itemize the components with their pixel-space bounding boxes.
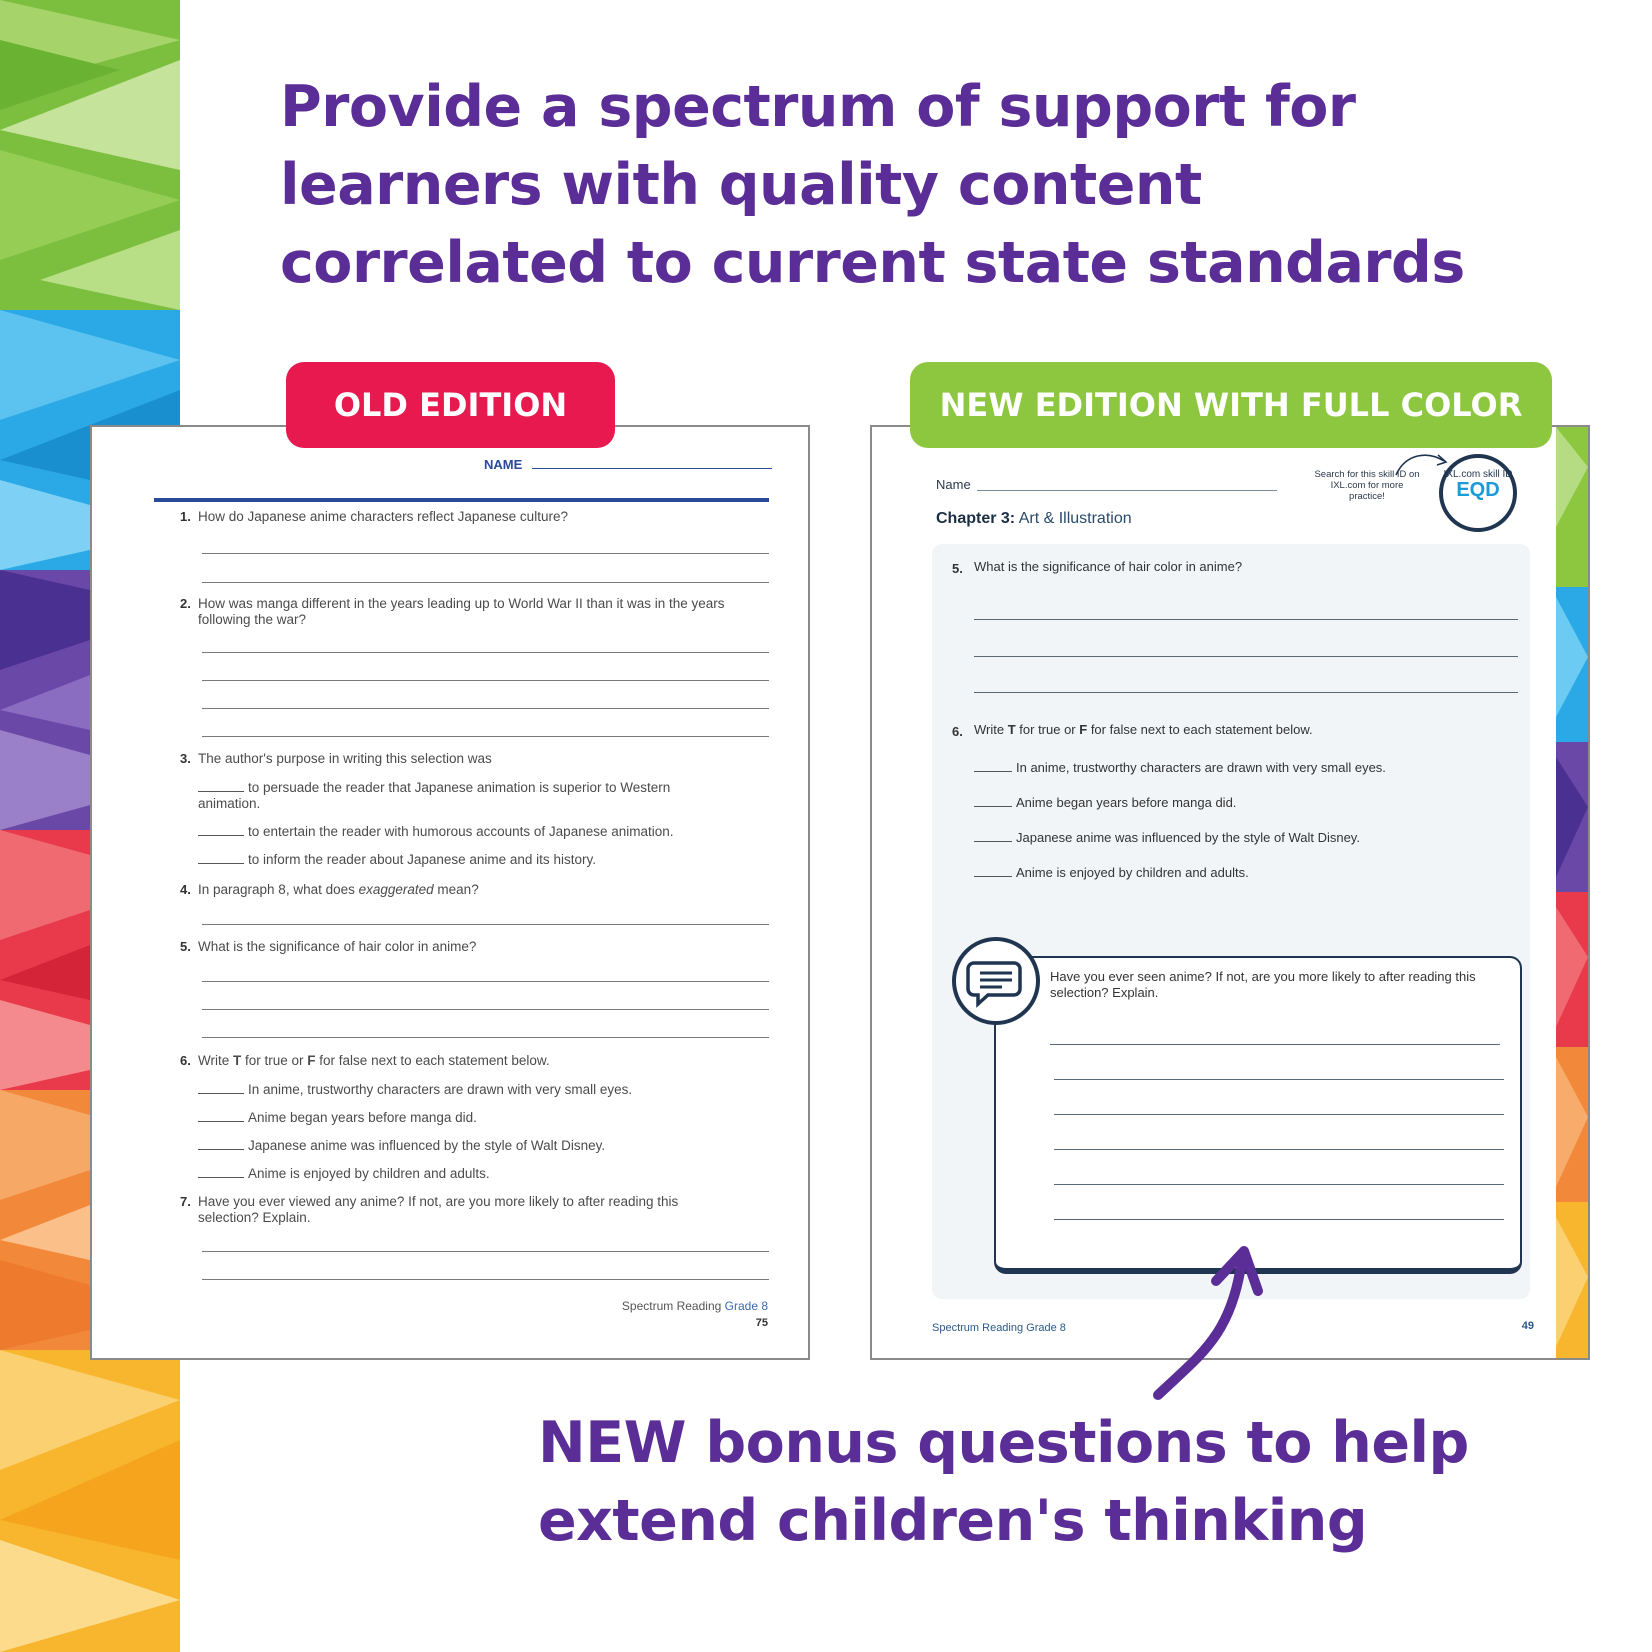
answer-line <box>202 1009 769 1010</box>
statement-text: Anime is enjoyed by children and adults. <box>1016 865 1249 880</box>
bonus-question-box <box>994 956 1522 1274</box>
answer-line <box>974 656 1518 657</box>
headline-line-1: Provide a spectrum of support for <box>280 74 1356 140</box>
question-3-text: The author's purpose in writing this selection was <box>198 751 492 766</box>
statement <box>198 1082 758 1098</box>
page-footer: Spectrum Reading Grade 8 <box>932 1322 1066 1334</box>
statement-text: In anime, trustworthy characters are drawn with very small eyes. <box>248 1082 633 1097</box>
question-number: 7. <box>180 1194 191 1209</box>
blank-line <box>198 1093 244 1094</box>
new-edition-tab: NEW EDITION WITH FULL COLOR <box>910 362 1552 448</box>
headline <box>280 68 1580 302</box>
old-edition-tab: OLD EDITION <box>286 362 615 448</box>
q6-text-c: for false next to each statement below. <box>1087 722 1313 737</box>
new-edition-page <box>870 425 1590 1360</box>
question-5-text: What is the significance of hair color in anime? <box>974 559 1243 574</box>
question-number: 6. <box>952 724 963 739</box>
caption-line-2: extend children's thinking <box>538 1488 1368 1554</box>
q6-text-a: Write <box>974 722 1008 737</box>
name-line <box>532 468 772 469</box>
q6-text-b: for true or <box>241 1053 308 1068</box>
blank-line <box>198 835 244 836</box>
bonus-question-text: Have you ever seen anime? If not, are you more likely to after reading this selection? Explain. <box>1050 969 1476 1000</box>
answer-line <box>1050 1044 1500 1045</box>
option-text: to persuade the reader that Japanese animation is superior to Western animation. <box>198 780 671 811</box>
q6-true-letter: T <box>1007 722 1016 737</box>
statement-text: Anime is enjoyed by children and adults. <box>248 1166 490 1181</box>
question-4-text <box>198 882 758 898</box>
question-1-text: How do Japanese anime characters reflect Japanese culture? <box>198 509 568 524</box>
question-number: 1. <box>180 509 191 524</box>
page-number: 49 <box>1521 1320 1534 1332</box>
q6-true-letter: T <box>233 1053 242 1068</box>
statement <box>974 760 1514 776</box>
statement-text: In anime, trustworthy characters are drawn with very small eyes. <box>1016 760 1386 775</box>
question-6-text <box>198 1053 758 1069</box>
answer-option <box>198 852 758 868</box>
question-number: 3. <box>180 751 191 766</box>
blank-line <box>198 791 244 792</box>
statement-text: Anime began years before manga did. <box>1016 795 1237 810</box>
q6-false-letter: F <box>307 1053 316 1068</box>
question-number: 5. <box>952 561 963 576</box>
option-text: to inform the reader about Japanese anime and its history. <box>248 852 596 867</box>
answer-line <box>202 652 769 653</box>
answer-line <box>202 553 769 554</box>
yellow-band <box>0 1350 180 1652</box>
ixl-skill-badge <box>1439 454 1517 532</box>
answer-line <box>202 1279 769 1280</box>
blank-line <box>198 1121 244 1122</box>
headline-line-3: correlated to current state standards <box>280 230 1465 296</box>
q4-text-before: In paragraph 8, what does <box>198 882 359 897</box>
color-edge <box>1556 427 1588 1360</box>
q4-italic-word: exaggerated <box>358 882 434 897</box>
badge-code: EQD <box>1456 479 1500 501</box>
question-5-text: What is the significance of hair color in anime? <box>198 939 477 954</box>
answer-line <box>202 1251 769 1252</box>
answer-line <box>1054 1114 1504 1115</box>
answer-line <box>1054 1219 1504 1220</box>
option-text: to entertain the reader with humorous accounts of Japanese animation. <box>248 824 674 839</box>
header-rule <box>154 498 769 502</box>
name-label: NAME <box>484 457 523 472</box>
question-number: 2. <box>180 596 191 611</box>
chapter-title <box>936 510 1132 528</box>
statement-text: Japanese anime was influenced by the style of Walt Disney. <box>248 1138 606 1153</box>
green-band <box>0 0 180 310</box>
name-label: Name <box>936 477 971 492</box>
statement <box>974 865 1514 881</box>
old-edition-page <box>90 425 810 1360</box>
page-footer <box>622 1299 768 1313</box>
headline-line-2: learners with quality content <box>280 152 1202 218</box>
answer-line <box>202 924 769 925</box>
page-number: 75 <box>755 1317 768 1329</box>
answer-line <box>1054 1184 1504 1185</box>
statement <box>198 1110 758 1126</box>
footer-series: Spectrum Reading <box>621 1299 725 1313</box>
answer-line <box>202 582 769 583</box>
blank-line <box>198 1177 244 1178</box>
question-number: 5. <box>180 939 191 954</box>
answer-line <box>202 981 769 982</box>
statement-text: Anime began years before manga did. <box>248 1110 477 1125</box>
badge-label: IXL.com skill ID <box>1443 469 1513 480</box>
answer-line <box>202 736 769 737</box>
blank-line <box>974 771 1012 772</box>
q6-text-c: for false next to each statement below. <box>315 1053 550 1068</box>
caption <box>538 1404 1618 1560</box>
answer-line <box>974 619 1518 620</box>
footer-grade: Grade 8 <box>724 1299 768 1313</box>
chapter-name: Art & Illustration <box>1015 510 1132 527</box>
answer-line <box>202 1037 769 1038</box>
blank-line <box>198 1149 244 1150</box>
answer-option <box>198 824 758 840</box>
question-number: 4. <box>180 882 191 897</box>
answer-line <box>1054 1079 1504 1080</box>
statement <box>974 830 1514 846</box>
statement <box>974 795 1514 811</box>
caption-line-1: NEW bonus questions to help <box>538 1410 1469 1476</box>
q6-text-b: for true or <box>1015 722 1080 737</box>
question-number: 6. <box>180 1053 191 1068</box>
answer-line <box>202 680 769 681</box>
blank-line <box>974 841 1012 842</box>
q4-text-after: mean? <box>433 882 479 897</box>
q6-false-letter: F <box>1079 722 1088 737</box>
speech-bubble-icon <box>952 937 1040 1025</box>
blank-line <box>974 876 1012 877</box>
name-line <box>977 490 1277 491</box>
pointer-arrow-icon <box>1140 1245 1270 1405</box>
chapter-number: Chapter 3: <box>936 510 1016 527</box>
question-6-text <box>974 722 1514 738</box>
statement <box>198 1166 758 1182</box>
q6-text-a: Write <box>198 1053 234 1068</box>
statement-text: Japanese anime was influenced by the style of Walt Disney. <box>1016 830 1360 845</box>
blank-line <box>974 806 1012 807</box>
answer-option <box>198 780 718 812</box>
statement <box>198 1138 758 1154</box>
answer-line <box>974 692 1518 693</box>
blank-line <box>198 863 244 864</box>
answer-line <box>1054 1149 1504 1150</box>
ixl-search-hint: Search for this skill ID on IXL.com for more practice! <box>1314 469 1420 502</box>
question-2-text: How was manga different in the years leading up to World War II than it was in the years following the war? <box>198 596 725 627</box>
question-7-text: Have you ever viewed any anime? If not, are you more likely to after reading this selection? Explain. <box>198 1194 679 1225</box>
answer-line <box>202 708 769 709</box>
